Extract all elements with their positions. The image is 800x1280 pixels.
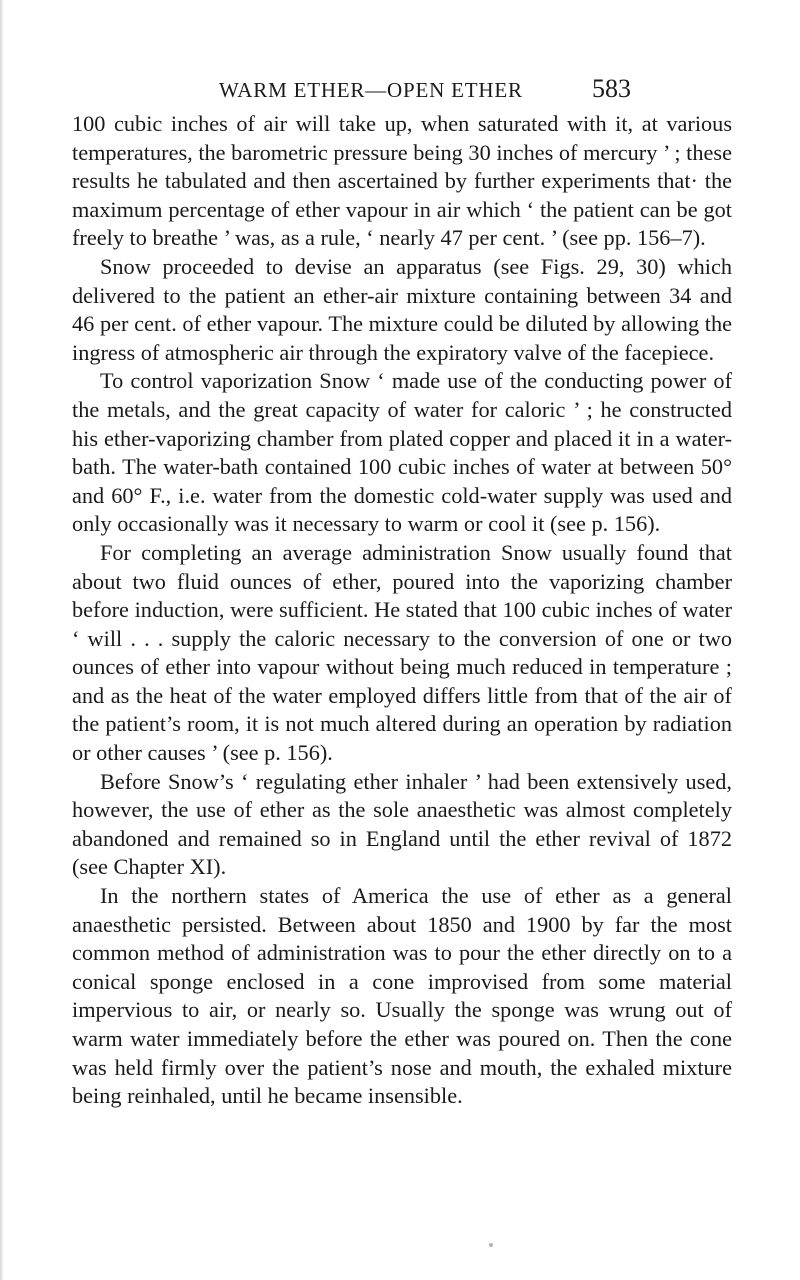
paragraph-snow-apparatus: Snow proceeded to devise an apparatus (see Figs. 29, 30) which delivered to the patient an ether-air mixture containing between 34 and 46 per cent. of ether vapour. The mixture could be diluted by allowing the ingress of atmospheric air through the expiratory valve of the facepiece. [72, 253, 732, 365]
paragraph-continued: 100 cubic inches of air will take up, when saturated with it, at various temperatures, the barometric pressure being 30 inches of mercury ’ ; these results he tabulated and then ascertained by further experiments that· the maximum percentage of ether vapour in air which ‘ the patient can be got freely to breathe ’ was, as a rule, ‘ nearly 47 per cent. ’ (see pp. 156–7). [72, 111, 732, 251]
body-text [72, 110, 732, 1111]
running-head: WARM ETHER—OPEN ETHER [219, 78, 523, 102]
paragraph-average-administration: For completing an average administration Snow usually found that about two fluid ounces of ether, poured into the vaporizing chamber before induction, were sufficient. He stated that 100 cubic inches of water ‘ will . . . supply the caloric necessary to the conversion of one or two ounces of ether into vapour without being much reduced in temperature ; and as the heat of the water employed differs little from that of the air of the patient’s room, it is not much altered during an operation by radiation or other causes ’ (see p. 156). [72, 539, 732, 766]
paragraph-vaporization-control: To control vaporization Snow ‘ made use of the conducting power of the metals, and the great capacity of water for caloric ’ ; he constructed his ether-vaporizing chamber from plated copper and placed it in a water-bath. The water-bath contained 100 cubic inches of water at between 50° and 60° F., i.e. water from the domestic cold-water supply was used and only occasionally was it necessary to warm or cool it (see p. 156). [72, 368, 732, 537]
paragraph-america-cone-method: In the northern states of America the use of ether as a general anaesthetic persisted. Between about 1850 and 1900 by far the most common method of administration was to pour the ether directly on to a conical sponge enclosed in a cone improvised from some material impervious to air, or nearly so. Usually the sponge was wrung out of warm water immediately before the ether was poured on. Then the cone was held firmly over the patient’s nose and mouth, the exhaled mixture being reinhaled, until he became insensible. [72, 883, 732, 1109]
page-number: 583 [592, 74, 631, 103]
print-speck [489, 1243, 493, 1247]
page-header [219, 74, 631, 108]
paragraph-ether-abandoned: Before Snow’s ‘ regulating ether inhaler ’ had been extensively used, however, the use of ether as the sole anaesthetic was almost completely abandoned and remained so in England until the ether revival of 1872 (see Chapter XI). [72, 768, 732, 880]
